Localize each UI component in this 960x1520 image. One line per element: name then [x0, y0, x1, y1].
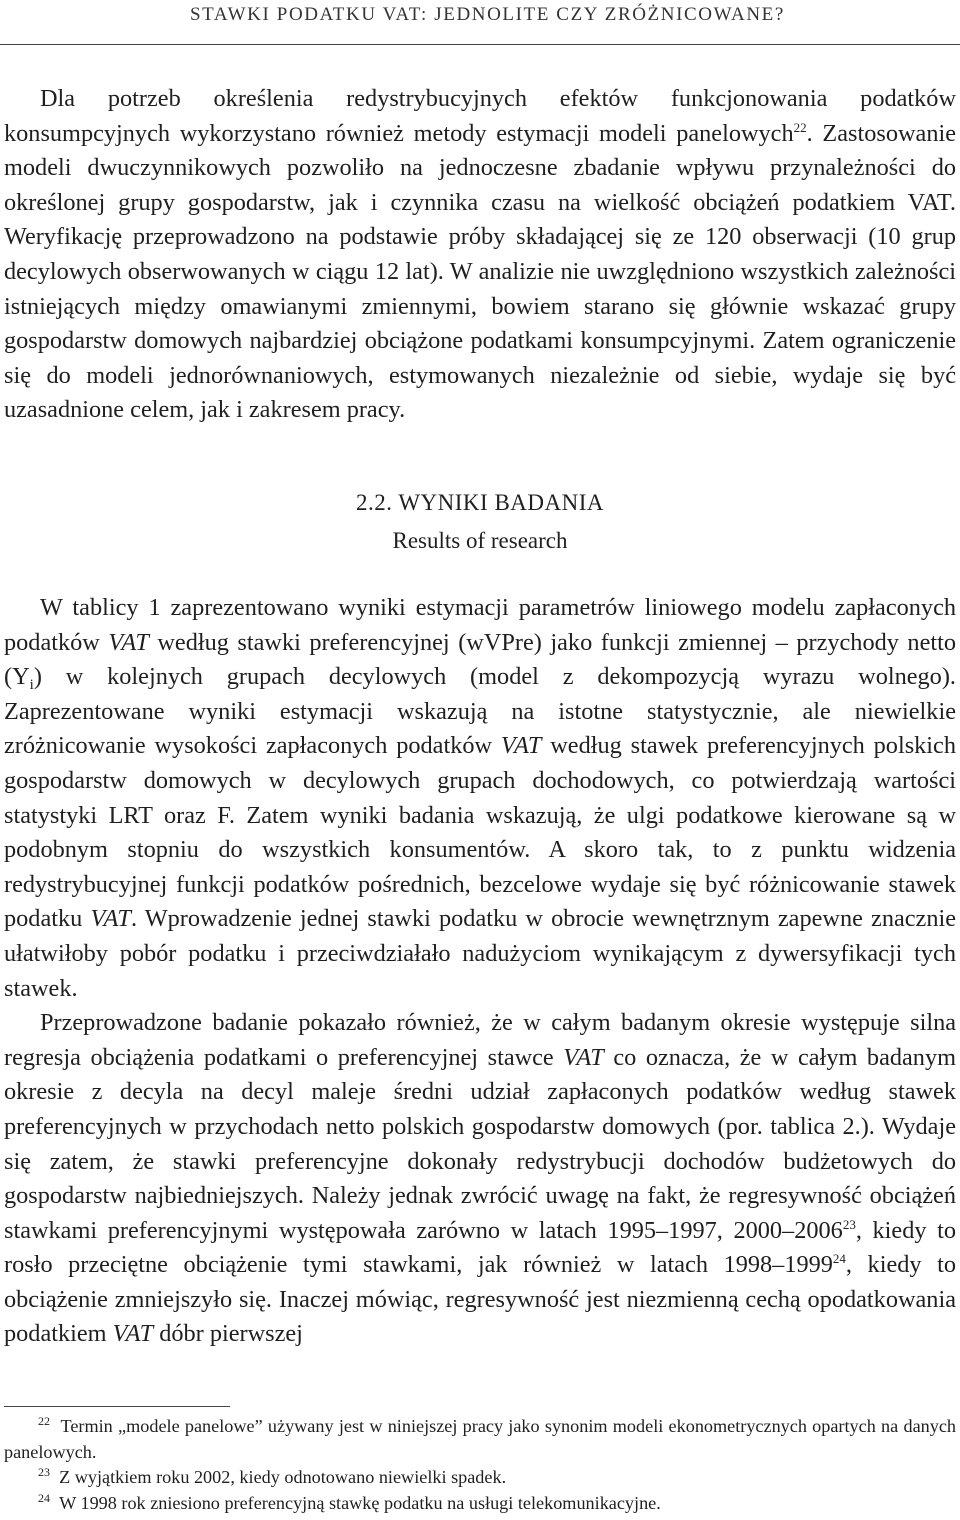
section-heading: 2.2. WYNIKI BADANIA	[356, 490, 604, 515]
paragraph-3	[4, 1006, 956, 1352]
paragraph-2-text-b: według stawki preferencyjnej (wVPre) jako funkcji zmiennej – przychody netto (Y	[4, 628, 956, 691]
paragraph-1	[4, 82, 956, 428]
paragraph-2-text-a: W tablicy 1 zaprezentowano wyniki estymacji parametrów liniowego modelu zapłaconych podatków	[4, 594, 956, 656]
footnote-ref-23: 23	[842, 1216, 856, 1232]
paragraph-2-text-e: . Wprowadzenie jednej stawki podatku w obrocie wewnętrznym zapewne znacznie ułatwiłoby pobór podatku i przeciwdziałało nadużyciom wynikającym z dywersyfikacji tych stawek.	[4, 905, 956, 1002]
vat-italic: VAT	[90, 905, 131, 933]
paragraph-1-text-b: . Zastosowanie modeli dwuczynnikowych pozwoliło na jednoczesne zbadanie wpływu przynależności do określonej grupy gospodarstw, jak i czynnika czasu na wielkość obciążeń podatkiem VAT. Weryfikację przeprowadzono na podstawie próby składającej się ze 120 obserwacji (10 grup decylowych obserwowanych w ciągu 12 lat). W analizie nie uwzględniono wszystkich zależności istniejących między omawianymi zmiennymi, bowiem starano się głównie wskazać grupy gospodarstw domowych najbardziej obciążone podatkami konsumpcyjnymi. Zatem ograniczenie się do modeli jednorównaniowych, estymowanych niezależnie od siebie, wydaje się być uzasadnione celem, jak i zakresem pracy.	[4, 119, 956, 424]
footnote-number: 23	[38, 1465, 50, 1479]
footnote-text: Z wyjątkiem roku 2002, kiedy odnotowano niewielki spadek.	[59, 1467, 507, 1487]
footnote-number: 22	[38, 1414, 50, 1428]
header-rule	[0, 44, 960, 45]
footnote-number: 24	[38, 1490, 50, 1505]
running-head: STAWKI PODATKU VAT: JEDNOLITE CZY ZRÓŻNICOWANE?	[190, 4, 785, 25]
results-text-block	[4, 591, 956, 1352]
paragraph-2-text-d: według stawek preferencyjnych polskich gospodarstw domowych w decylowych grupach dochodowych, co potwierdzają wartości statystyki LRT oraz F. Zatem wyniki badania wskazują, że ulgi podatkowe kierowane są w podobnym stopniu do wszystkich konsumentów. A skoro tak, to z punktu widzenia redystrybucyjnej funkcji podatków pośrednich, bezcelowe wydaje się być różnicowanie stawek podatku	[4, 732, 956, 933]
paragraph-3-text-a: Przeprowadzone badanie pokazało również, że w całym badanym okresie występuje silna regresja obciążenia podatkami o preferencyjnej stawce	[4, 1009, 956, 1071]
vat-italic: VAT	[112, 1320, 154, 1348]
footnote-rule	[4, 1406, 230, 1407]
paragraph-2	[4, 591, 956, 1006]
paragraph-1-text-a: Dla potrzeb określenia redystrybucyjnych efektów funkcjonowania podatków konsumpcyjnych wykorzystano również metody estymacji modeli panelowych	[4, 85, 956, 147]
paragraph-3-text-e: dóbr pierwszej	[153, 1320, 303, 1348]
footnote-22	[4, 1414, 956, 1465]
footnote-24	[4, 1491, 956, 1517]
vat-italic: VAT	[108, 628, 149, 656]
paragraph-2-text-c: ) w kolejnych grupach decylowych (model z dekompozycją wyrazu wolnego). Zaprezentowane wyniki estymacji wskazują na istotne statystycznie, ale niewielkie zróżnicowanie wysokości zapłaconych podatków	[4, 663, 956, 760]
footnote-text: W 1998 rok zniesiono preferencyjną stawkę podatku na usługi telekomunikacyjne.	[59, 1492, 661, 1513]
footnote-ref-22: 22	[793, 119, 807, 135]
paragraph-3-text-c: , kiedy to rosło przeciętne obciążenie tymi stawkami, jak również w latach 1998–1999	[4, 1216, 957, 1279]
footnotes	[4, 1414, 956, 1516]
footnote-text: Termin „modele panelowe” używany jest w niniejszej pracy jako synonim modeli ekonometrycznych opartych na danych panelowych.	[4, 1416, 957, 1462]
vat-italic: VAT	[563, 1043, 604, 1071]
vat-italic: VAT	[500, 732, 542, 760]
paragraph-3-text-b: co oznacza, że w całym badanym okresie z decyla na decyl maleje średni udział zapłaconych podatków według stawek preferencyjnych w przychodach netto polskich gospodarstw domowych (por. tablica 2.). Wydaje się zatem, że stawki preferencyjne dokonały redystrybucji dochodów budżetowych do gospodarstw najbiedniejszych. Należy jednak zwrócić uwagę na fakt, że regresywność obciążeń stawkami preferencyjnymi występowała zarówno w latach 1995–1997, 2000–2006	[4, 1043, 956, 1244]
footnote-23	[4, 1465, 956, 1491]
footnote-ref-24: 24	[832, 1251, 846, 1267]
subscript-i: i	[29, 677, 34, 694]
paragraph-1-block	[4, 82, 956, 428]
paragraph-3-text-d: , kiedy to obciążenie zmniejszyło się. Inaczej mówiąc, regresywność jest niezmienną cechą opodatkowania podatkiem	[4, 1251, 957, 1348]
section-subheading: Results of research	[392, 528, 568, 553]
